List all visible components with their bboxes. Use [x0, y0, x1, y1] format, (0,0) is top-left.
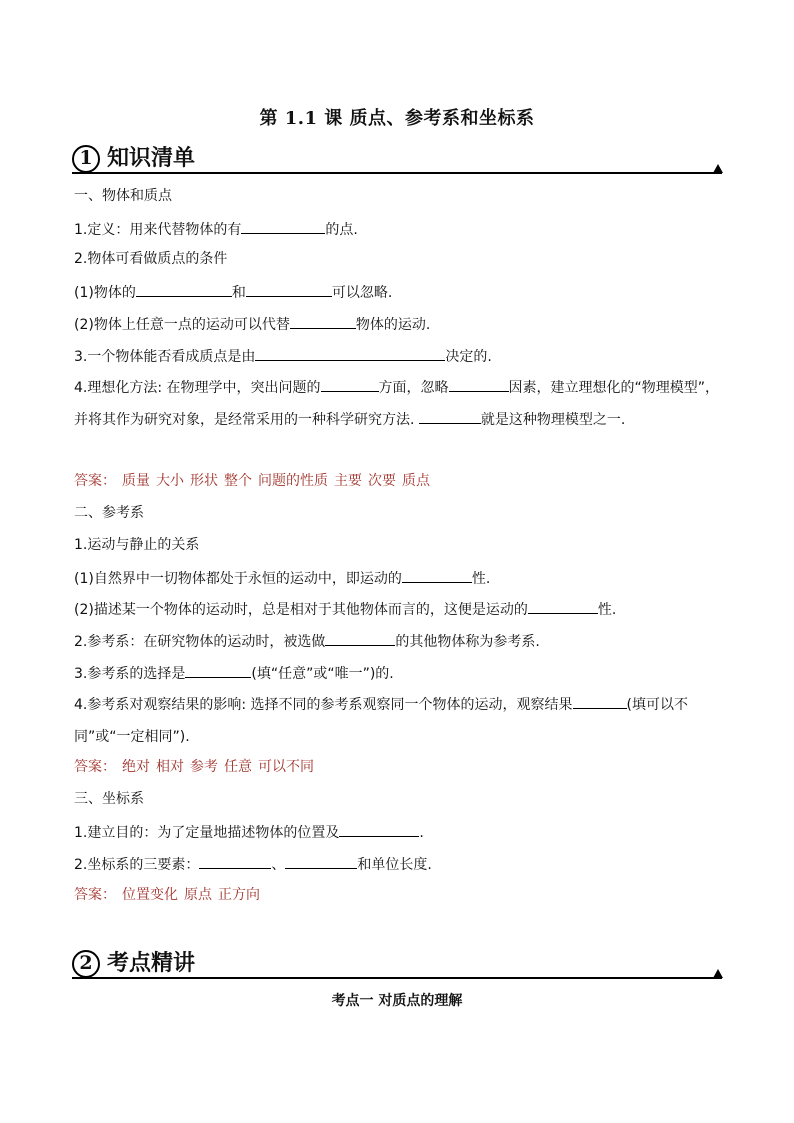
part1-answers: 答案： 质量 大小 形状 整个 问题的性质 主要 次要 质点	[74, 473, 430, 489]
part2-item-4: 4.参考系对观察结果的影响: 选择不同的参考系观察同一个物体的运动，观察结果 (填可以不同”或“一定相同”).	[74, 689, 724, 753]
keypoint-subtitle: 考点一 对质点的理解	[331, 993, 463, 1009]
part1-item-4: 4.理想化方法: 在物理学中，突出问题的 方面，忽略 因素，建立理想化的“物理模型”，并将其作为研究对象，是经常采用的一种科学研究方法. 就是这种物理模型之一.	[74, 372, 724, 436]
triangle-marker-icon	[713, 969, 723, 978]
part3-answers: 答案： 位置变化 原点 正方向	[74, 887, 260, 903]
section-number-badge: 1	[72, 145, 100, 173]
part1-condition: 2.物体可看做质点的条件	[74, 251, 228, 267]
fill-blank	[573, 693, 627, 709]
part3-heading: 三、坐标系	[74, 791, 144, 807]
fill-blank	[325, 630, 395, 646]
part1-heading: 一、物体和质点	[74, 188, 172, 204]
fill-blank	[185, 662, 251, 678]
section-rule	[72, 977, 722, 979]
part2-answers: 答案： 绝对 相对 参考 任意 可以不同	[74, 759, 314, 775]
fill-blank	[255, 345, 445, 361]
part3-item-1: 1.建立目的：为了定量地描述物体的位置及 .	[74, 821, 424, 843]
fill-blank	[241, 218, 325, 234]
fill-blank	[419, 408, 481, 424]
fill-blank	[246, 281, 332, 297]
part1-condition-1: (1)物体的 和 可以忽略.	[74, 281, 392, 303]
fill-blank	[136, 281, 232, 297]
part2-item-3: 3.参考系的选择是 (填“任意”或“唯一”)的.	[74, 662, 394, 684]
section-number-badge: 2	[72, 950, 100, 978]
part2-item-1b: (2)描述某一个物体的运动时，总是相对于其他物体而言的，这便是运动的 性.	[74, 598, 616, 620]
part1-condition-2: (2)物体上任意一点的运动可以代替 物体的运动.	[74, 313, 430, 335]
fill-blank	[402, 567, 472, 583]
fill-blank	[449, 376, 509, 392]
fill-blank	[339, 821, 419, 837]
fill-blank	[290, 313, 356, 329]
fill-blank	[528, 598, 598, 614]
part1-item-3: 3.一个物体能否看成质点是由 决定的.	[74, 345, 492, 367]
fill-blank	[285, 853, 357, 869]
fill-blank	[321, 376, 379, 392]
part3-item-2: 2.坐标系的三要素： 、 和单位长度.	[74, 853, 432, 875]
part2-item-2: 2.参考系：在研究物体的运动时，被选做 的其他物体称为参考系.	[74, 630, 540, 652]
fill-blank	[199, 853, 271, 869]
section-header-keypoints	[72, 950, 722, 980]
section-header-knowledge	[72, 145, 722, 175]
page-title: 第 1.1 课 质点、参考系和坐标系	[259, 108, 535, 129]
section-rule	[72, 172, 722, 174]
section-label: 知识清单	[107, 146, 196, 171]
part2-item-1: 1.运动与静止的关系	[74, 537, 200, 553]
part2-item-1a: (1)自然界中一切物体都处于永恒的运动中，即运动的 性.	[74, 567, 490, 589]
part1-definition: 1.定义：用来代替物体的有 的点.	[74, 218, 358, 240]
triangle-marker-icon	[713, 164, 723, 173]
section-label: 考点精讲	[107, 951, 196, 976]
part2-heading: 二、参考系	[74, 505, 144, 521]
